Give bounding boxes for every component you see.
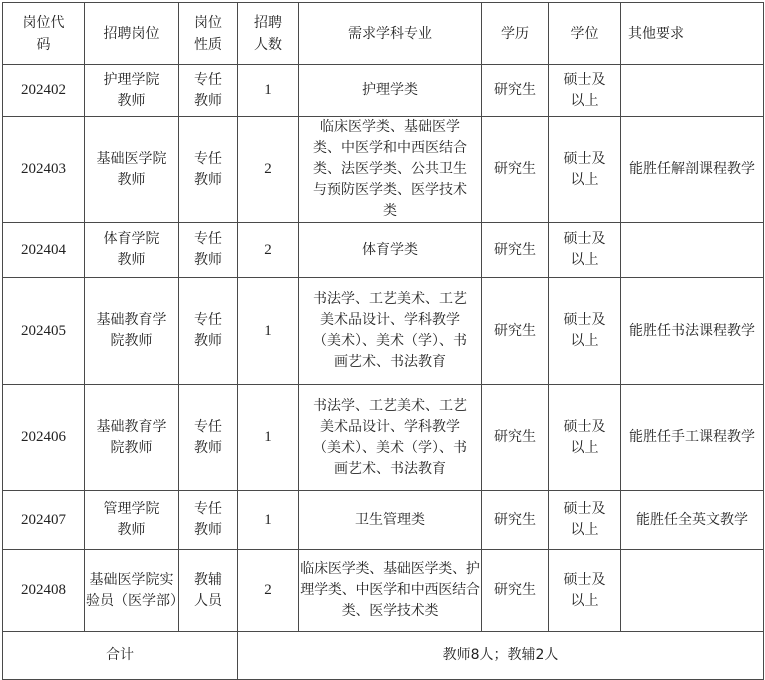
cell-degree: 硕士及以上	[549, 65, 621, 117]
cell-other	[621, 65, 764, 117]
cell-nature: 专任教师	[179, 278, 238, 385]
cell-degree: 硕士及以上	[549, 117, 621, 223]
header-other: 其他要求	[621, 3, 764, 65]
cell-other	[621, 223, 764, 278]
cell-nature: 专任教师	[179, 223, 238, 278]
cell-other: 能胜任手工课程教学	[621, 385, 764, 491]
cell-nature: 专任教师	[179, 117, 238, 223]
cell-other: 能胜任书法课程教学	[621, 278, 764, 385]
cell-code: 202404	[3, 223, 85, 278]
cell-education: 研究生	[482, 385, 549, 491]
total-value: 教师8人；教辅2人	[238, 632, 764, 680]
cell-count: 1	[238, 491, 299, 550]
cell-major: 书法学、工艺美术、工艺美术品设计、学科教学（美术）、美术（学）、书画艺术、书法教育	[299, 385, 482, 491]
cell-education: 研究生	[482, 223, 549, 278]
header-count: 招聘人数	[238, 3, 299, 65]
cell-post: 体育学院教师	[85, 223, 179, 278]
cell-post: 基础医学院实验员（医学部）	[85, 550, 179, 632]
header-major: 需求学科专业	[299, 3, 482, 65]
header-code: 岗位代码	[3, 3, 85, 65]
cell-code: 202405	[3, 278, 85, 385]
table-row	[3, 550, 764, 632]
cell-nature: 专任教师	[179, 491, 238, 550]
cell-education: 研究生	[482, 550, 549, 632]
cell-count: 2	[238, 223, 299, 278]
header-education: 学历	[482, 3, 549, 65]
cell-post: 基础教育学院教师	[85, 385, 179, 491]
cell-degree: 硕士及以上	[549, 278, 621, 385]
cell-count: 2	[238, 117, 299, 223]
table-row	[3, 385, 764, 491]
total-label: 合计	[3, 632, 238, 680]
cell-other	[621, 550, 764, 632]
table-total-row	[3, 632, 764, 680]
cell-nature: 教辅人员	[179, 550, 238, 632]
cell-education: 研究生	[482, 278, 549, 385]
cell-other: 能胜任全英文教学	[621, 491, 764, 550]
cell-degree: 硕士及以上	[549, 223, 621, 278]
cell-degree: 硕士及以上	[549, 550, 621, 632]
cell-major: 临床医学类、基础医学类、中医学和中西医结合类、法医学类、公共卫生与预防医学类、医学技术类	[299, 117, 482, 223]
cell-degree: 硕士及以上	[549, 491, 621, 550]
cell-post: 护理学院教师	[85, 65, 179, 117]
table-row	[3, 65, 764, 117]
cell-code: 202406	[3, 385, 85, 491]
cell-major: 书法学、工艺美术、工艺美术品设计、学科教学（美术）、美术（学）、书画艺术、书法教育	[299, 278, 482, 385]
cell-count: 1	[238, 65, 299, 117]
cell-nature: 专任教师	[179, 385, 238, 491]
header-post: 招聘岗位	[85, 3, 179, 65]
cell-other: 能胜任解剖课程教学	[621, 117, 764, 223]
cell-code: 202408	[3, 550, 85, 632]
recruitment-table	[2, 2, 764, 680]
cell-major: 卫生管理类	[299, 491, 482, 550]
cell-education: 研究生	[482, 65, 549, 117]
cell-code: 202403	[3, 117, 85, 223]
table-header-row	[3, 3, 764, 65]
header-degree: 学位	[549, 3, 621, 65]
cell-major: 体育学类	[299, 223, 482, 278]
cell-education: 研究生	[482, 117, 549, 223]
cell-count: 1	[238, 278, 299, 385]
cell-count: 1	[238, 385, 299, 491]
table-row	[3, 223, 764, 278]
table-row	[3, 117, 764, 223]
cell-count: 2	[238, 550, 299, 632]
cell-nature: 专任教师	[179, 65, 238, 117]
cell-degree: 硕士及以上	[549, 385, 621, 491]
cell-post: 基础教育学院教师	[85, 278, 179, 385]
table-row	[3, 278, 764, 385]
table-row	[3, 491, 764, 550]
cell-code: 202407	[3, 491, 85, 550]
cell-post: 基础医学院教师	[85, 117, 179, 223]
cell-major: 临床医学类、基础医学类、护理学类、中医学和中西医结合类、医学技术类	[299, 550, 482, 632]
cell-education: 研究生	[482, 491, 549, 550]
header-nature: 岗位性质	[179, 3, 238, 65]
cell-code: 202402	[3, 65, 85, 117]
cell-post: 管理学院教师	[85, 491, 179, 550]
cell-major: 护理学类	[299, 65, 482, 117]
